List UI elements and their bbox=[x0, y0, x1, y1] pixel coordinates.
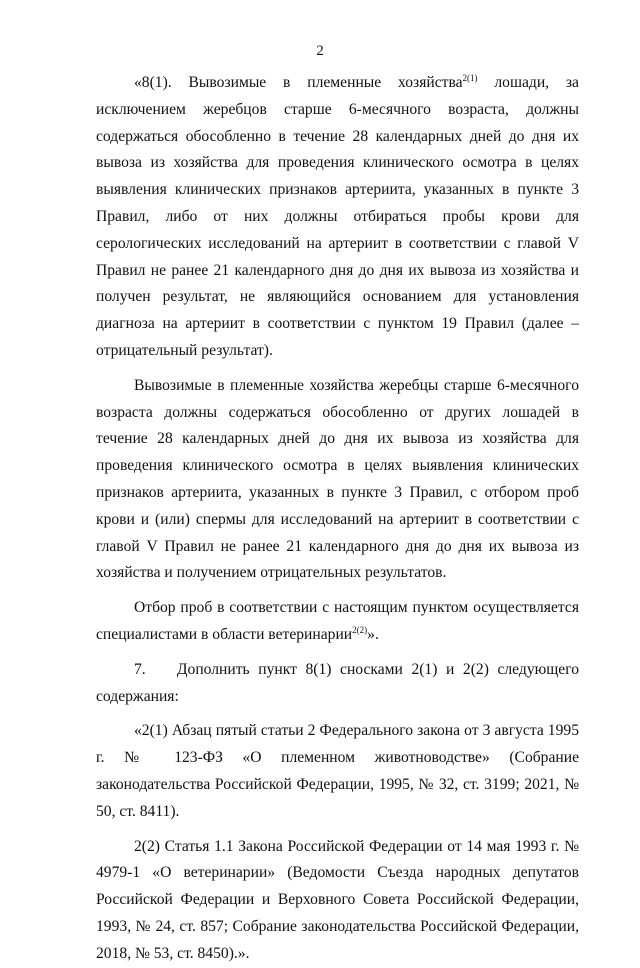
footnote-2-2 bbox=[96, 834, 579, 968]
document-body bbox=[96, 70, 579, 968]
paragraph-stallions bbox=[96, 373, 579, 587]
footnote-ref-2-1: 2(1) bbox=[462, 72, 478, 83]
page-number: 2 bbox=[316, 43, 324, 59]
paragraph-text-cont: лошади, за исключением жеребцов старше 6-месячного возраста, должны содержаться обособленно в течение 28 календарных дней до дня их вывоза из хозяйства для проведения клинического осмотра в целях выявления клинических признаков артериита, указанных в пункте 3 Правил, либо от них должны отбираться пробы крови для серологических исследований на артериит в соответствии с главой V Правил не ранее 21 календарного дня до дня их вывоза из хозяйства и получен результат, не являющийся основанием для установления диагноза на артериит в соответствии с пунктом 19 Правил (далее – отрицательный результат). bbox=[96, 74, 579, 359]
paragraph-gap bbox=[96, 649, 579, 657]
footnote-2-1 bbox=[96, 718, 579, 825]
paragraph-sampling bbox=[96, 595, 579, 649]
paragraph-text: 7. Дополнить пункт 8(1) сносками 2(1) и 2(2) следующего содержания: bbox=[96, 660, 579, 705]
paragraph-item-7 bbox=[96, 657, 579, 711]
paragraph-text: Вывозимые в племенные хозяйства жеребцы старше 6-месячного возраста должны содержаться обособленно от других лошадей в течение 28 календарных дней до дня их вывоза из хозяйства для проведения клинического осмотра в целях выявления клинических признаков артериита, указанных в пункте 3 Правил, с отбором проб крови и (или) спермы для исследований на артериит в соответствии с главой V Правил не ранее 21 календарного дня до дня их вывоза из хозяйства и получением отрицательных результатов. bbox=[96, 376, 579, 582]
footnote-ref-2-2: 2(2) bbox=[352, 624, 368, 635]
paragraph-text-cont: ». bbox=[367, 625, 379, 643]
paragraph-text: «2(1) Абзац пятый статьи 2 Федерального закона от 3 августа 1995 г. № 123-ФЗ «О племенном животноводстве» (Собрание законодательства Российской Федерации, 1995, № 32, ст. 3199; 2021, № 50, ст. 8411). bbox=[96, 722, 579, 820]
paragraph-gap bbox=[96, 587, 579, 595]
paragraph-text: 2(2) Статья 1.1 Закона Российской Федерации от 14 мая 1993 г. № 4979-1 «О ветеринарии» (Ведомости Съезда народных депутатов Российской Федерации и Верховного Совета Российской Федерации, 1993, № 24, ст. 857; Собрание законодательства Российской Федерации, 2018, № 53, ст. 8450).». bbox=[96, 837, 579, 962]
paragraph-gap bbox=[96, 826, 579, 834]
paragraph-8-1-intro bbox=[96, 70, 579, 365]
paragraph-gap bbox=[96, 365, 579, 373]
paragraph-text: Отбор проб в соответствии с настоящим пунктом осуществляется специалистами в области ветеринарии bbox=[96, 599, 579, 643]
paragraph-gap bbox=[96, 710, 579, 718]
paragraph-text: «8(1). Вывозимые в племенные хозяйства bbox=[134, 74, 463, 91]
